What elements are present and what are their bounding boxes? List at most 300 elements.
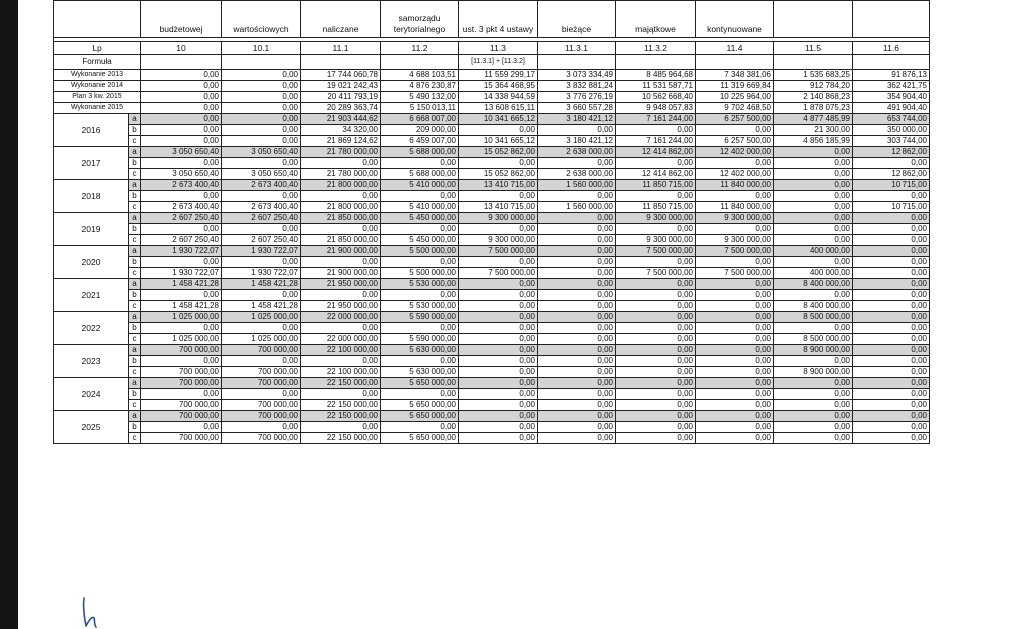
value-cell: 21 850 000,00 [301,213,381,224]
signature-mark [80,594,110,629]
value-cell: 0,00 [616,433,696,444]
value-cell: 1 930 722,07 [141,268,222,279]
value-cell: 0,00 [616,224,696,235]
year-label: 2017 [54,147,129,180]
value-cell: 0,00 [696,312,774,323]
value-cell: 0,00 [141,224,222,235]
value-cell: 13 410 715,00 [459,180,538,191]
value-cell: 0,00 [459,224,538,235]
value-cell: 1 025 000,00 [222,334,301,345]
header-cell: naliczane [301,1,381,38]
year-subrow [54,279,930,290]
year-label: 2018 [54,180,129,213]
value-cell: 0,00 [381,422,459,433]
subrow-letter: a [129,411,141,422]
header-cell [853,1,930,38]
value-cell: 3 660 557,28 [538,103,616,114]
value-cell: 21 300,00 [774,125,853,136]
year-subrow [54,136,930,147]
subrow-letter: c [129,235,141,246]
value-cell: 0,00 [616,334,696,345]
value-cell: 0,00 [538,389,616,400]
value-cell: 0,00 [141,422,222,433]
value-cell: 7 500 000,00 [696,268,774,279]
value-cell: 12 414 862,00 [616,147,696,158]
value-cell: 3 050 650,40 [222,169,301,180]
formula-empty-cell [853,55,930,70]
value-cell: 22 150 000,00 [301,378,381,389]
value-cell: 11 319 669,84 [696,81,774,92]
value-cell: 0,00 [381,257,459,268]
value-cell: 15 052 862,00 [459,147,538,158]
value-cell: 11 850 715,00 [616,202,696,213]
value-cell: 0,00 [853,191,930,202]
value-cell: 91 876,13 [853,70,930,81]
formula-empty-cell [222,55,301,70]
value-cell: 5 450 000,00 [381,213,459,224]
value-cell: 400 000,00 [774,246,853,257]
value-cell: 15 052 862,00 [459,169,538,180]
value-cell: 11 840 000,00 [696,180,774,191]
value-cell: 12 402 000,00 [696,147,774,158]
value-cell: 10 715,00 [853,202,930,213]
value-cell: 15 364 468,95 [459,81,538,92]
value-cell: 22 000 000,00 [301,334,381,345]
year-subrow [54,235,930,246]
year-subrow [54,345,930,356]
value-cell: 0,00 [381,323,459,334]
value-cell: 3 050 650,40 [141,147,222,158]
value-cell: 9 702 468,50 [696,103,774,114]
value-cell: 0,00 [774,389,853,400]
value-cell: 0,00 [616,422,696,433]
value-cell: 303 744,00 [853,136,930,147]
value-cell: 0,00 [538,356,616,367]
value-cell: 22 100 000,00 [301,345,381,356]
value-cell: 4 856 185,99 [774,136,853,147]
subrow-letter: c [129,334,141,345]
value-cell: 2 638 000,00 [538,147,616,158]
value-cell: 0,00 [774,147,853,158]
year-subrow [54,191,930,202]
value-cell: 0,00 [774,202,853,213]
value-cell: 0,00 [222,224,301,235]
value-cell: 13 410 715,00 [459,202,538,213]
subrow-letter: c [129,367,141,378]
year-subrow [54,411,930,422]
value-cell: 11 840 000,00 [696,202,774,213]
value-cell: 0,00 [141,103,222,114]
year-label: 2024 [54,378,129,411]
value-cell: 0,00 [616,191,696,202]
value-cell: 5 590 000,00 [381,312,459,323]
value-cell: 4 688 103,51 [381,70,459,81]
value-cell: 21 900 000,00 [301,268,381,279]
subrow-letter: a [129,114,141,125]
subrow-letter: c [129,169,141,180]
header-cell-corner [54,1,141,38]
value-cell: 2 607 250,40 [141,235,222,246]
subrow-letter: b [129,257,141,268]
value-cell: 22 150 000,00 [301,433,381,444]
value-cell: 0,00 [538,411,616,422]
value-cell: 0,00 [853,257,930,268]
value-cell: 0,00 [853,268,930,279]
value-cell: 3 073 334,49 [538,70,616,81]
value-cell: 700 000,00 [222,367,301,378]
value-cell: 0,00 [774,323,853,334]
history-row-label: Wykonanie 2013 [54,70,141,81]
value-cell: 0,00 [301,224,381,235]
value-cell: 0,00 [222,323,301,334]
value-cell: 5 150 013,11 [381,103,459,114]
value-cell: 0,00 [459,301,538,312]
scan-edge-bar [0,0,18,629]
value-cell: 0,00 [853,367,930,378]
value-cell: 0,00 [696,279,774,290]
value-cell: 700 000,00 [141,345,222,356]
value-cell: 0,00 [774,158,853,169]
year-subrow [54,224,930,235]
value-cell: 1 930 722,07 [222,268,301,279]
value-cell: 0,00 [774,235,853,246]
value-cell: 0,00 [459,389,538,400]
value-cell: 8 900 000,00 [774,345,853,356]
lp-row [54,42,930,55]
value-cell: 0,00 [538,422,616,433]
value-cell: 209 000,00 [381,125,459,136]
lp-cell: 11.3.2 [616,42,696,55]
value-cell: 0,00 [538,257,616,268]
year-label: 2016 [54,114,129,147]
value-cell: 7 161 244,00 [616,114,696,125]
value-cell: 5 688 000,00 [381,147,459,158]
value-cell: 0,00 [459,356,538,367]
value-cell: 700 000,00 [222,400,301,411]
value-cell: 4 877 485,99 [774,114,853,125]
value-cell: 350 000,00 [853,125,930,136]
value-cell: 0,00 [381,356,459,367]
subrow-letter: a [129,279,141,290]
value-cell: 0,00 [459,334,538,345]
year-label: 2025 [54,411,129,444]
value-cell: 0,00 [774,400,853,411]
value-cell: 11 850 715,00 [616,180,696,191]
lp-cell: 11.5 [774,42,853,55]
value-cell: 0,00 [459,323,538,334]
value-cell: 10 562 668,40 [616,92,696,103]
value-cell: 0,00 [853,389,930,400]
formula-empty-cell [538,55,616,70]
value-cell: 0,00 [538,367,616,378]
value-cell: 0,00 [222,389,301,400]
formula-empty-cell [774,55,853,70]
value-cell: 2 673 400,40 [222,202,301,213]
value-cell: 0,00 [141,125,222,136]
value-cell: 0,00 [538,213,616,224]
value-cell: 0,00 [696,301,774,312]
value-cell: 6 257 500,00 [696,136,774,147]
value-cell: 1 535 683,25 [774,70,853,81]
history-row [54,70,930,81]
value-cell: 0,00 [774,290,853,301]
lp-cell: 11.6 [853,42,930,55]
value-cell: 0,00 [222,191,301,202]
value-cell: 1 560 000,00 [538,180,616,191]
year-subrow [54,169,930,180]
value-cell: 9 300 000,00 [696,213,774,224]
year-subrow [54,422,930,433]
value-cell: 0,00 [853,246,930,257]
value-cell: 0,00 [141,323,222,334]
value-cell: 0,00 [141,114,222,125]
value-cell: 0,00 [538,400,616,411]
value-cell: 3 050 650,40 [222,147,301,158]
value-cell: 9 300 000,00 [616,213,696,224]
year-subrow [54,114,930,125]
value-cell: 21 780 000,00 [301,169,381,180]
value-cell: 5 410 000,00 [381,202,459,213]
value-cell: 0,00 [301,356,381,367]
value-cell: 21 900 000,00 [301,246,381,257]
value-cell: 0,00 [222,422,301,433]
value-cell: 0,00 [381,389,459,400]
value-cell: 0,00 [141,158,222,169]
subrow-letter: c [129,400,141,411]
year-label: 2021 [54,279,129,312]
value-cell: 10 341 665,12 [459,114,538,125]
value-cell: 8 500 000,00 [774,334,853,345]
value-cell: 0,00 [853,290,930,301]
value-cell: 4 876 230,87 [381,81,459,92]
value-cell: 21 800 000,00 [301,202,381,213]
value-cell: 0,00 [853,158,930,169]
value-cell: 0,00 [853,411,930,422]
value-cell: 5 650 000,00 [381,433,459,444]
value-cell: 0,00 [301,191,381,202]
value-cell: 22 150 000,00 [301,400,381,411]
value-cell: 0,00 [222,92,301,103]
value-cell: 0,00 [616,301,696,312]
value-cell: 9 300 000,00 [459,235,538,246]
value-cell: 8 500 000,00 [774,312,853,323]
value-cell: 10 341 665,12 [459,136,538,147]
value-cell: 0,00 [853,213,930,224]
value-cell: 1 458 421,28 [222,301,301,312]
value-cell: 7 348 381,06 [696,70,774,81]
subrow-letter: b [129,224,141,235]
value-cell: 6 668 007,00 [381,114,459,125]
value-cell: 3 180 421,12 [538,136,616,147]
year-subrow [54,257,930,268]
value-cell: 0,00 [459,257,538,268]
subrow-letter: b [129,290,141,301]
value-cell: 0,00 [853,433,930,444]
value-cell: 6 257 500,00 [696,114,774,125]
value-cell: 0,00 [459,378,538,389]
formula-row [54,55,930,70]
value-cell: 0,00 [141,81,222,92]
subrow-letter: a [129,246,141,257]
value-cell: 700 000,00 [222,411,301,422]
value-cell: 362 421,75 [853,81,930,92]
formula-empty-cell [141,55,222,70]
financial-forecast-sheet [53,0,930,444]
value-cell: 0,00 [301,290,381,301]
formula-empty-cell [616,55,696,70]
header-cell: wartościowych [222,1,301,38]
value-cell: 0,00 [853,378,930,389]
value-cell: 5 530 000,00 [381,279,459,290]
year-subrow [54,389,930,400]
value-cell: 0,00 [141,136,222,147]
value-cell: 0,00 [696,224,774,235]
formula-cell: [11.3.1] + [11.3.2] [459,55,538,70]
history-row [54,92,930,103]
value-cell: 0,00 [853,279,930,290]
header-cell: ust. 3 pkt 4 ustawy [459,1,538,38]
value-cell: 0,00 [538,279,616,290]
value-cell: 21 903 444,62 [301,114,381,125]
value-cell: 0,00 [141,356,222,367]
value-cell: 0,00 [696,345,774,356]
value-cell: 8 400 000,00 [774,279,853,290]
subrow-letter: a [129,180,141,191]
value-cell: 0,00 [696,158,774,169]
value-cell: 0,00 [459,158,538,169]
year-subrow [54,323,930,334]
value-cell: 0,00 [381,290,459,301]
value-cell: 700 000,00 [141,411,222,422]
value-cell: 0,00 [616,400,696,411]
value-cell: 0,00 [538,235,616,246]
value-cell: 0,00 [774,169,853,180]
history-row [54,103,930,114]
value-cell: 0,00 [853,356,930,367]
history-row-label: Plan 3 kw. 2015 [54,92,141,103]
value-cell: 0,00 [616,312,696,323]
subrow-letter: b [129,323,141,334]
value-cell: 8 485 964,68 [616,70,696,81]
value-cell: 22 000 000,00 [301,312,381,323]
year-label: 2023 [54,345,129,378]
value-cell: 0,00 [616,125,696,136]
value-cell: 0,00 [538,268,616,279]
year-subrow [54,334,930,345]
value-cell: 0,00 [696,411,774,422]
value-cell: 6 459 007,00 [381,136,459,147]
value-cell: 0,00 [774,224,853,235]
value-cell: 0,00 [616,356,696,367]
year-subrow [54,400,930,411]
subrow-letter: c [129,268,141,279]
value-cell: 1 930 722,07 [141,246,222,257]
value-cell: 653 744,00 [853,114,930,125]
subrow-letter: a [129,147,141,158]
value-cell: 0,00 [222,136,301,147]
value-cell: 5 650 000,00 [381,400,459,411]
value-cell: 0,00 [774,257,853,268]
value-cell: 0,00 [853,301,930,312]
subrow-letter: b [129,125,141,136]
year-subrow [54,356,930,367]
value-cell: 0,00 [696,367,774,378]
value-cell: 700 000,00 [141,378,222,389]
value-cell: 0,00 [616,367,696,378]
value-cell: 3 776 276,19 [538,92,616,103]
lp-cell: 11.1 [301,42,381,55]
value-cell: 7 500 000,00 [616,268,696,279]
value-cell: 2 673 400,40 [141,202,222,213]
value-cell: 9 948 057,83 [616,103,696,114]
value-cell: 700 000,00 [222,433,301,444]
header-cell: budżetowej [141,1,222,38]
formula-empty-cell [381,55,459,70]
value-cell: 0,00 [853,224,930,235]
year-label: 2020 [54,246,129,279]
value-cell: 0,00 [301,257,381,268]
value-cell: 5 530 000,00 [381,301,459,312]
value-cell: 0,00 [538,191,616,202]
lp-label: Lp [54,42,141,55]
value-cell: 0,00 [696,356,774,367]
value-cell: 0,00 [301,389,381,400]
value-cell: 11 531 587,71 [616,81,696,92]
year-subrow [54,301,930,312]
header-cell: kontynuowane [696,1,774,38]
value-cell: 5 650 000,00 [381,411,459,422]
header-cell: bieżące [538,1,616,38]
lp-cell: 10.1 [222,42,301,55]
value-cell: 1 025 000,00 [222,312,301,323]
value-cell: 0,00 [853,235,930,246]
year-subrow [54,290,930,301]
value-cell: 5 490 132,00 [381,92,459,103]
year-subrow [54,433,930,444]
value-cell: 1 878 075,23 [774,103,853,114]
subrow-letter: b [129,389,141,400]
value-cell: 0,00 [616,389,696,400]
value-cell: 2 638 000,00 [538,169,616,180]
formula-label: Formuła [54,55,141,70]
lp-cell: 11.3 [459,42,538,55]
subrow-letter: c [129,202,141,213]
value-cell: 1 560 000,00 [538,202,616,213]
value-cell: 0,00 [459,411,538,422]
value-cell: 0,00 [538,433,616,444]
lp-cell: 11.2 [381,42,459,55]
value-cell: 0,00 [459,191,538,202]
subrow-letter: a [129,213,141,224]
value-cell: 0,00 [381,224,459,235]
value-cell: 19 021 242,43 [301,81,381,92]
value-cell: 5 590 000,00 [381,334,459,345]
lp-cell: 11.3.1 [538,42,616,55]
value-cell: 5 450 000,00 [381,235,459,246]
value-cell: 5 650 000,00 [381,378,459,389]
value-cell: 0,00 [222,103,301,114]
value-cell: 0,00 [696,191,774,202]
value-cell: 0,00 [222,125,301,136]
year-subrow [54,367,930,378]
value-cell: 9 300 000,00 [696,235,774,246]
value-cell: 7 500 000,00 [459,246,538,257]
value-cell: 0,00 [141,290,222,301]
value-cell: 0,00 [222,290,301,301]
value-cell: 0,00 [696,389,774,400]
value-cell: 9 300 000,00 [616,235,696,246]
header-cell [774,1,853,38]
